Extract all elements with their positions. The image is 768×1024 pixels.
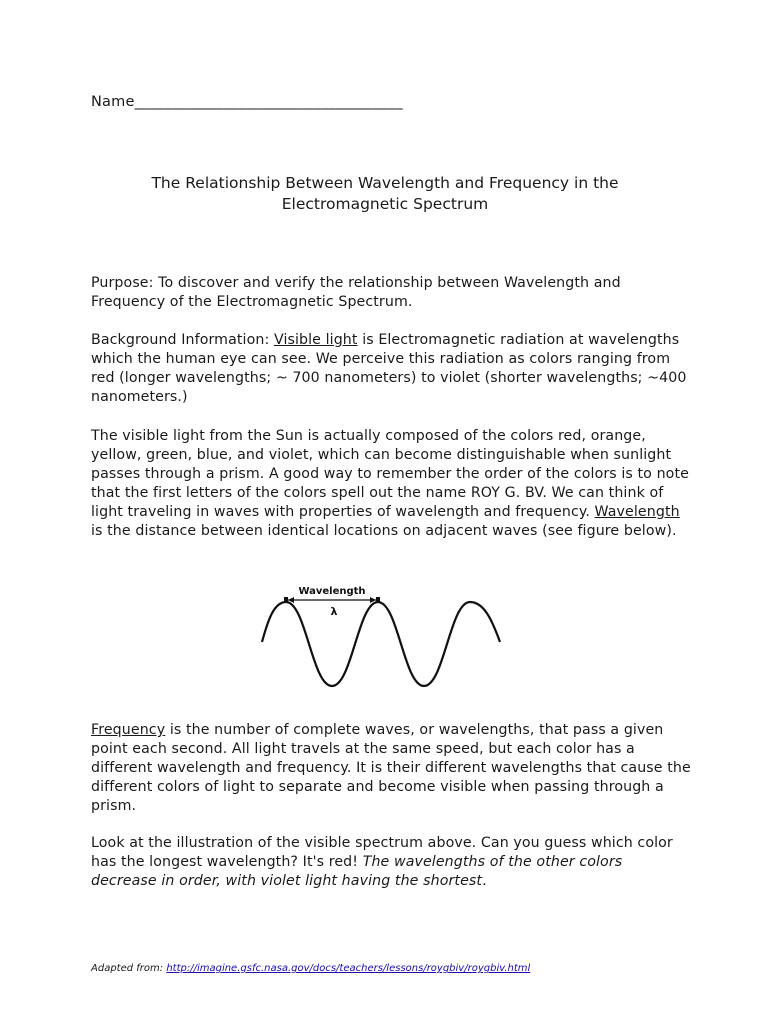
name-label: Name (91, 94, 135, 110)
source-footer (91, 963, 530, 974)
name-field (91, 94, 403, 110)
spectrum-end: . (482, 873, 487, 889)
tick-right (376, 597, 380, 603)
visible-light-term: Visible light (273, 332, 358, 348)
frequency-term: Frequency (91, 722, 166, 738)
wavelength-label: Wavelength (298, 586, 366, 597)
footer-prefix: Adapted from: (91, 963, 167, 974)
background-paragraph (91, 331, 691, 407)
frequency-paragraph (91, 721, 691, 816)
wavelength-definition: is the distance between identical locations on adjacent waves (see figure below). (91, 523, 677, 539)
spectrum-question-paragraph (91, 834, 691, 891)
visible-light-paragraph (91, 427, 691, 541)
spectrum-italic-text: The wavelengths of the other colors decrease in order, with violet light having the shortest (91, 854, 623, 889)
wavelength-term: Wavelength (594, 504, 680, 520)
name-blank: ____________________________________ (134, 94, 403, 110)
background-lead: Background Information: (91, 332, 274, 348)
title-line-2: Electromagnetic Spectrum (281, 195, 489, 213)
lambda-symbol: λ (330, 605, 338, 618)
document-title (91, 173, 679, 215)
wavelength-figure (258, 580, 504, 692)
title-line-1: The Relationship Between Wavelength and Frequency in the (151, 174, 619, 192)
background-text: is Electromagnetic radiation at wavelengths which the human eye can see. We perceive this radiation as colors ranging from red (longer wavelengths; ~ 700 nanometers) to violet (shorter wavelengths; ~400 nanometers.) (91, 332, 687, 405)
wave-diagram (258, 580, 504, 692)
source-link[interactable]: http://imagine.gsfc.nasa.gov/docs/teachers/lessons/roygbiv/roygbiv.html (166, 963, 531, 974)
spectrum-question-text: Look at the illustration of the visible spectrum above. Can you guess which color has the longest wavelength? It's red! (91, 835, 673, 870)
tick-left (284, 597, 288, 603)
purpose-paragraph: Purpose: To discover and verify the relationship between Wavelength and Frequency of the Electromagnetic Spectrum. (91, 275, 621, 310)
visible-light-text: The visible light from the Sun is actually composed of the colors red, orange, yellow, green, blue, and violet, which can become distinguishable when sunlight passes through a prism. A good way to remember the order of the colors is to note that the first letters of the colors spell out the name ROY G. BV. We can think of light traveling in waves with properties of wavelength and frequency. (91, 428, 689, 520)
sine-wave (262, 602, 500, 686)
frequency-definition: is the number of complete waves, or wavelengths, that pass a given point each second. All light travels at the same speed, but each color has a different wavelength and frequency. It is their different wavelengths that cause the different colors of light to separate and become visible when passing through a prism. (91, 722, 691, 814)
